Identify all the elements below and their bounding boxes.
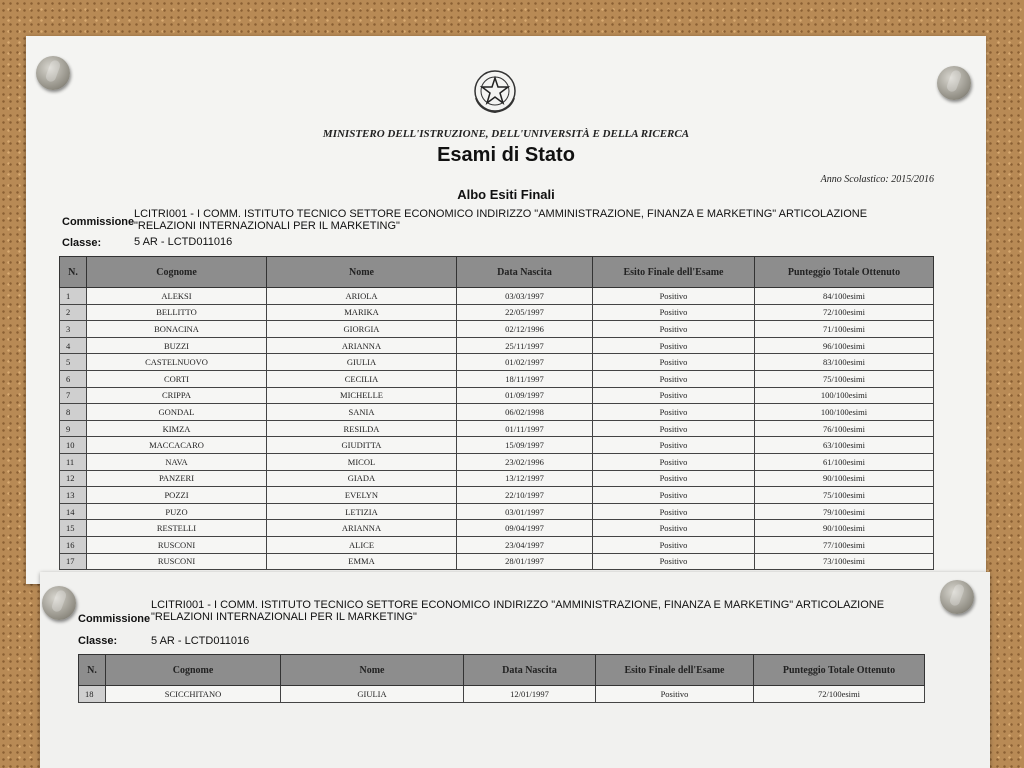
table-row (60, 304, 934, 321)
punteggio-cell: 75/100esimi (755, 487, 934, 504)
thumbtack-icon (940, 580, 974, 614)
esito-cell: Positivo (593, 420, 755, 437)
data-nascita-cell: 01/02/1997 (457, 354, 593, 371)
column-header: Data Nascita (464, 655, 596, 686)
row-number: 3 (60, 321, 87, 338)
albo-heading: Albo Esiti Finali (457, 187, 555, 202)
classe-value: 5 AR - LCTD011016 (151, 635, 250, 647)
cognome-cell: BUZZI (87, 337, 267, 354)
column-header: Punteggio Totale Ottenuto (755, 257, 934, 288)
column-header: Cognome (106, 655, 281, 686)
punteggio-cell: 83/100esimi (755, 354, 934, 371)
punteggio-cell: 96/100esimi (755, 337, 934, 354)
nome-cell: GIULIA (267, 354, 457, 371)
thumbtack-icon (36, 56, 70, 90)
cognome-cell: RUSCONI (87, 536, 267, 553)
punteggio-cell: 79/100esimi (755, 503, 934, 520)
commissione-line2: "RELAZIONI INTERNAZIONALI PER IL MARKETING" (134, 220, 400, 232)
cognome-cell: RESTELLI (87, 520, 267, 537)
data-nascita-cell: 02/12/1996 (457, 321, 593, 338)
nome-cell: GIULIA (281, 686, 464, 703)
column-header: Cognome (87, 257, 267, 288)
table-header-row (60, 257, 934, 288)
column-header: N. (60, 257, 87, 288)
punteggio-cell: 73/100esimi (755, 553, 934, 570)
cognome-cell: ALEKSI (87, 288, 267, 305)
table-row (60, 288, 934, 305)
data-nascita-cell: 28/01/1997 (457, 553, 593, 570)
table-row (60, 354, 934, 371)
esito-cell: Positivo (593, 503, 755, 520)
esito-cell: Positivo (593, 354, 755, 371)
row-number: 7 (60, 387, 87, 404)
nome-cell: ALICE (267, 536, 457, 553)
esito-cell: Positivo (593, 487, 755, 504)
punteggio-cell: 100/100esimi (755, 404, 934, 421)
table-row (60, 370, 934, 387)
cognome-cell: KIMZA (87, 420, 267, 437)
data-nascita-cell: 22/05/1997 (457, 304, 593, 321)
table-row (60, 321, 934, 338)
page-title: Esami di Stato (437, 144, 575, 166)
nome-cell: GIADA (267, 470, 457, 487)
commissione-line1: LCITRI001 - I COMM. ISTITUTO TECNICO SETTORE ECONOMICO INDIRIZZO "AMMINISTRAZIONE, FINANZA E MARKETING" ARTICOLAZIONE (151, 599, 885, 611)
row-number: 8 (60, 404, 87, 421)
cognome-cell: BONACINA (87, 321, 267, 338)
row-number: 2 (60, 304, 87, 321)
row-number: 1 (60, 288, 87, 305)
table-header-row (79, 655, 925, 686)
data-nascita-cell: 03/03/1997 (457, 288, 593, 305)
commissione-label: Commissione (78, 613, 151, 625)
classe-value: 5 AR - LCTD011016 (134, 236, 233, 248)
row-number: 13 (60, 487, 87, 504)
data-nascita-cell: 01/09/1997 (457, 387, 593, 404)
esito-cell: Positivo (593, 304, 755, 321)
column-header: Data Nascita (457, 257, 593, 288)
table-row (60, 487, 934, 504)
nome-cell: EMMA (267, 553, 457, 570)
punteggio-cell: 63/100esimi (755, 437, 934, 454)
data-nascita-cell: 09/04/1997 (457, 520, 593, 537)
esito-cell: Positivo (593, 536, 755, 553)
row-number: 18 (79, 686, 106, 703)
data-nascita-cell: 23/04/1997 (457, 536, 593, 553)
notice-sheet-2 (40, 572, 990, 768)
nome-cell: MARIKA (267, 304, 457, 321)
thumbtack-icon (937, 66, 971, 100)
data-nascita-cell: 15/09/1997 (457, 437, 593, 454)
esito-cell: Positivo (593, 404, 755, 421)
data-nascita-cell: 01/11/1997 (457, 420, 593, 437)
table-row (79, 686, 925, 703)
republic-emblem-icon (470, 66, 520, 116)
row-number: 10 (60, 437, 87, 454)
punteggio-cell: 90/100esimi (755, 470, 934, 487)
data-nascita-cell: 12/01/1997 (464, 686, 596, 703)
nome-cell: RESILDA (267, 420, 457, 437)
esito-cell: Positivo (593, 387, 755, 404)
classe-label: Classe: (78, 635, 118, 647)
row-number: 16 (60, 536, 87, 553)
table-row (60, 470, 934, 487)
column-header: Punteggio Totale Ottenuto (754, 655, 925, 686)
commissione-line1: LCITRI001 - I COMM. ISTITUTO TECNICO SETTORE ECONOMICO INDIRIZZO "AMMINISTRAZIONE, FINANZA E MARKETING" ARTICOLAZIONE (134, 208, 868, 220)
cognome-cell: CRIPPA (87, 387, 267, 404)
nome-cell: GIUDITTA (267, 437, 457, 454)
thumbtack-icon (42, 586, 76, 620)
esito-cell: Positivo (596, 686, 754, 703)
table-row (60, 553, 934, 570)
table-row (60, 404, 934, 421)
table-row (60, 420, 934, 437)
cognome-cell: POZZI (87, 487, 267, 504)
ministero-heading: MINISTERO DELL'ISTRUZIONE, DELL'UNIVERSITÀ E DELLA RICERCA (322, 128, 690, 140)
nome-cell: CECILIA (267, 370, 457, 387)
column-header: Esito Finale dell'Esame (596, 655, 754, 686)
commissione-line2: "RELAZIONI INTERNAZIONALI PER IL MARKETING" (151, 611, 417, 623)
cognome-cell: CORTI (87, 370, 267, 387)
cognome-cell: BELLITTO (87, 304, 267, 321)
cognome-cell: CASTELNUOVO (87, 354, 267, 371)
row-number: 9 (60, 420, 87, 437)
esito-cell: Positivo (593, 370, 755, 387)
commissione-label: Commissione (62, 216, 135, 228)
esito-cell: Positivo (593, 470, 755, 487)
data-nascita-cell: 18/11/1997 (457, 370, 593, 387)
esito-cell: Positivo (593, 288, 755, 305)
cognome-cell: PUZO (87, 503, 267, 520)
punteggio-cell: 84/100esimi (755, 288, 934, 305)
punteggio-cell: 71/100esimi (755, 321, 934, 338)
esito-cell: Positivo (593, 437, 755, 454)
row-number: 17 (60, 553, 87, 570)
data-nascita-cell: 03/01/1997 (457, 503, 593, 520)
punteggio-cell: 77/100esimi (755, 536, 934, 553)
cognome-cell: MACCACARO (87, 437, 267, 454)
row-number: 12 (60, 470, 87, 487)
table-row (60, 337, 934, 354)
results-table (59, 256, 934, 570)
row-number: 4 (60, 337, 87, 354)
classe-label: Classe: (62, 237, 102, 249)
punteggio-cell: 72/100esimi (754, 686, 925, 703)
notice-sheet-1 (26, 36, 986, 584)
table-row (60, 453, 934, 470)
data-nascita-cell: 22/10/1997 (457, 487, 593, 504)
cognome-cell: PANZERI (87, 470, 267, 487)
cognome-cell: GONDAL (87, 404, 267, 421)
data-nascita-cell: 23/02/1996 (457, 453, 593, 470)
column-header: N. (79, 655, 106, 686)
nome-cell: ARIOLA (267, 288, 457, 305)
esito-cell: Positivo (593, 520, 755, 537)
cognome-cell: SCICCHITANO (106, 686, 281, 703)
punteggio-cell: 76/100esimi (755, 420, 934, 437)
table-row (60, 387, 934, 404)
punteggio-cell: 100/100esimi (755, 387, 934, 404)
column-header: Nome (267, 257, 457, 288)
column-header: Esito Finale dell'Esame (593, 257, 755, 288)
nome-cell: ARIANNA (267, 337, 457, 354)
results-table (78, 654, 925, 703)
table-row (60, 536, 934, 553)
esito-cell: Positivo (593, 337, 755, 354)
row-number: 5 (60, 354, 87, 371)
punteggio-cell: 75/100esimi (755, 370, 934, 387)
row-number: 14 (60, 503, 87, 520)
esito-cell: Positivo (593, 453, 755, 470)
column-header: Nome (281, 655, 464, 686)
data-nascita-cell: 06/02/1998 (457, 404, 593, 421)
nome-cell: LETIZIA (267, 503, 457, 520)
data-nascita-cell: 25/11/1997 (457, 337, 593, 354)
punteggio-cell: 90/100esimi (755, 520, 934, 537)
row-number: 11 (60, 453, 87, 470)
nome-cell: EVELYN (267, 487, 457, 504)
table-row (60, 520, 934, 537)
row-number: 15 (60, 520, 87, 537)
nome-cell: MICOL (267, 453, 457, 470)
nome-cell: ARIANNA (267, 520, 457, 537)
esito-cell: Positivo (593, 321, 755, 338)
nome-cell: SANIA (267, 404, 457, 421)
cognome-cell: NAVA (87, 453, 267, 470)
anno-scolastico: Anno Scolastico: 2015/2016 (820, 174, 934, 185)
nome-cell: MICHELLE (267, 387, 457, 404)
data-nascita-cell: 13/12/1997 (457, 470, 593, 487)
table-row (60, 503, 934, 520)
punteggio-cell: 72/100esimi (755, 304, 934, 321)
nome-cell: GIORGIA (267, 321, 457, 338)
esito-cell: Positivo (593, 553, 755, 570)
row-number: 6 (60, 370, 87, 387)
table-row (60, 437, 934, 454)
cognome-cell: RUSCONI (87, 553, 267, 570)
punteggio-cell: 61/100esimi (755, 453, 934, 470)
